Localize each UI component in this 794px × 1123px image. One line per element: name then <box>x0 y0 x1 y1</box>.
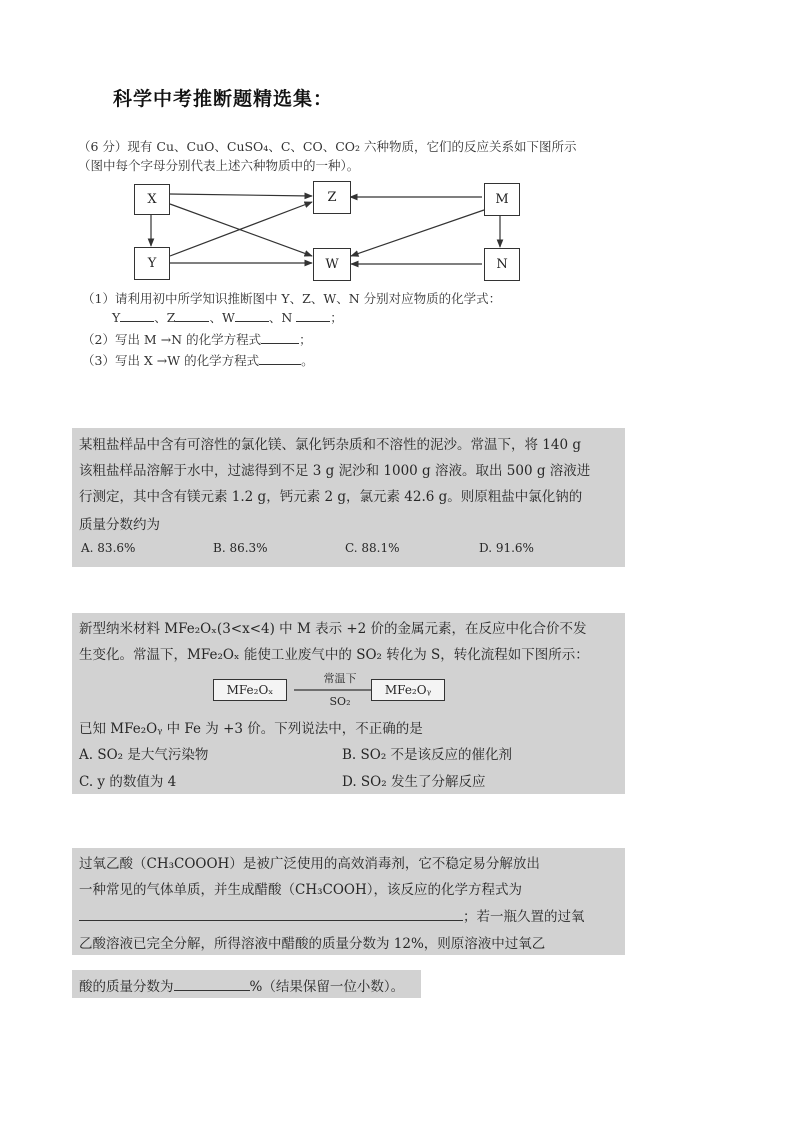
q1-sub-3-text: （3）写出 X →W 的化学方程式 <box>82 353 260 368</box>
blank-label-n: 、N <box>268 310 293 325</box>
blank-label-y: Y <box>112 310 121 325</box>
q3-line-2: 生变化。常温下，MFe₂Oₓ 能使工业废气中的 SO₂ 转化为 S，转化流程如下图所示： <box>79 647 589 663</box>
node-n: N <box>484 248 520 281</box>
blank-end: ； <box>330 310 343 325</box>
q2-line-4: 质量分数约为 <box>79 517 160 533</box>
page-title: 科学中考推断题精选集： <box>113 88 334 110</box>
q3-option-a[interactable]: A. SO₂ 是大气污染物 <box>79 747 209 763</box>
q3-option-b[interactable]: B. SO₂ 不是该反应的催化剂 <box>342 747 513 763</box>
q2-option-a[interactable]: A. 83.6% <box>81 541 136 555</box>
blank-percentage[interactable] <box>174 978 250 991</box>
q4-line-3-text: ；若一瓶久置的过氧 <box>463 909 585 925</box>
q2-line-1: 某粗盐样品中含有可溶性的氯化镁、氯化钙杂质和不溶性的泥沙。常温下，将 140 g <box>79 437 581 453</box>
blank-y[interactable] <box>120 309 154 322</box>
flow-box-left: MFe₂Oₓ <box>213 679 287 701</box>
arrow-m-w <box>351 210 484 256</box>
q4-line-4: 乙酸溶液已完全分解，所得溶液中醋酸的质量分数为 12%，则原溶液中过氧乙 <box>79 936 546 952</box>
blank-w[interactable] <box>235 309 269 322</box>
q4-line-5 <box>79 975 404 995</box>
q4-line-5-end: %（结果保留一位小数）。 <box>249 979 405 995</box>
q3-line-3: 已知 MFe₂Oᵧ 中 Fe 为 +3 价。下列说法中，不正确的是 <box>79 721 423 737</box>
blank-n[interactable] <box>296 309 330 322</box>
question-4-tail <box>72 970 421 998</box>
q1-sub-2-end: ； <box>299 332 312 347</box>
node-w: W <box>313 248 351 281</box>
blank-x-w-equation[interactable] <box>259 352 301 365</box>
question-2 <box>72 428 625 567</box>
blank-label-w: 、W <box>209 310 235 325</box>
blank-label-z: 、Z <box>154 310 176 325</box>
q4-line-2: 一种常见的气体单质，并生成醋酸（CH₃COOH），该反应的化学方程式为 <box>79 882 523 898</box>
q1-sub-2 <box>82 330 312 348</box>
node-z: Z <box>313 181 351 214</box>
q2-option-d[interactable]: D. 91.6% <box>479 541 534 555</box>
q2-option-c[interactable]: C. 88.1% <box>345 541 400 555</box>
flow-box-right: MFe₂Oᵧ <box>371 679 445 701</box>
blank-z[interactable] <box>175 309 209 322</box>
flow-condition: 常温下 <box>323 672 357 685</box>
node-x: X <box>134 184 170 215</box>
flow-reagent: SO₂ <box>329 695 351 708</box>
q3-option-d[interactable]: D. SO₂ 发生了分解反应 <box>342 774 486 790</box>
reaction-diagram <box>0 0 794 300</box>
q1-sub-1: （1）请利用初中所学知识推断图中 Y、Z、W、N 分别对应物质的化学式： <box>82 291 502 306</box>
q1-line-2: （图中每个字母分别代表上述六种物质中的一种）。 <box>78 158 360 173</box>
node-m: M <box>484 183 520 216</box>
node-y: Y <box>134 247 170 280</box>
question-4 <box>72 848 625 955</box>
q3-option-c[interactable]: C. y 的数值为 4 <box>79 774 177 790</box>
q2-line-3: 行测定，其中含有镁元素 1.2 g，钙元素 2 g，氯元素 42.6 g。则原粗盐中氯化钠的 <box>79 489 583 505</box>
q1-sub-3-end: 。 <box>301 353 314 368</box>
q1-blanks-line <box>112 308 343 326</box>
q1-line-1: （6 分）现有 Cu、CuO、CuSO₄、C、CO、CO₂ 六种物质，它们的反应关系如下图所示 <box>78 139 577 154</box>
q2-option-b[interactable]: B. 86.3% <box>213 541 268 555</box>
q4-line-3 <box>79 905 585 925</box>
q3-line-1: 新型纳米材料 MFe₂Oₓ(3<x<4) 中 M 表示 +2 价的金属元素，在反应中化合价不发 <box>79 621 587 637</box>
question-3 <box>72 613 625 794</box>
blank-equation[interactable] <box>79 908 463 921</box>
q4-line-5-text: 酸的质量分数为 <box>79 979 174 995</box>
q1-sub-2-text: （2）写出 M →N 的化学方程式 <box>82 332 262 347</box>
arrow-x-z <box>170 194 312 196</box>
q2-line-2: 该粗盐样品溶解于水中，过滤得到不足 3 g 泥沙和 1000 g 溶液。取出 500 g 溶液进 <box>79 463 591 479</box>
blank-m-n-equation[interactable] <box>261 331 299 344</box>
q1-sub-3 <box>82 351 314 369</box>
q4-line-1: 过氧乙酸（CH₃COOOH）是被广泛使用的高效消毒剂，它不稳定易分解放出 <box>79 856 540 872</box>
